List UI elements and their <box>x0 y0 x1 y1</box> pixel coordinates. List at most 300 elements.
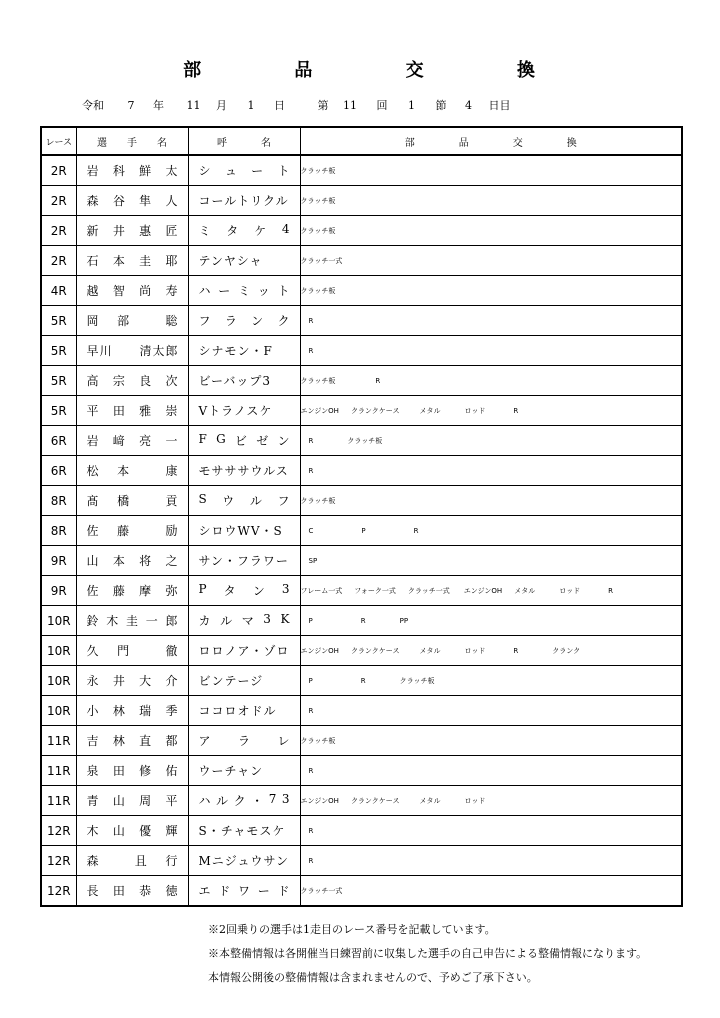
call-name-part: ン <box>277 434 291 448</box>
part-item: ロッド <box>559 586 581 595</box>
part-item: ロッド <box>464 796 486 805</box>
call-name-part: P <box>198 582 208 596</box>
racer-name-part: 久 <box>86 644 100 658</box>
call-name-part: フ <box>198 314 212 328</box>
call-name-part: Mニジュウサン <box>198 854 289 868</box>
racer-name <box>76 876 188 907</box>
racer-name-part: 聡 <box>165 314 179 328</box>
parts-list <box>300 726 682 756</box>
call-name-part: ビンテージ <box>198 674 264 688</box>
part-item: P <box>308 616 313 625</box>
race-number: 2R <box>41 246 76 276</box>
racer-name-part: 長 <box>86 884 100 898</box>
call-name-part: ト <box>277 164 291 178</box>
parts-list <box>300 336 682 366</box>
racer-name-part: 科 <box>112 164 126 178</box>
part-item: R <box>308 766 314 775</box>
call-name <box>188 486 300 516</box>
table-row <box>41 816 682 846</box>
part-item: R <box>308 466 314 475</box>
call-name-part: ン <box>252 584 266 598</box>
call-name-part: ミ <box>237 284 251 298</box>
racer-name-part: 石 <box>86 254 100 268</box>
racer-name-part: 小 <box>86 704 100 718</box>
parts-list <box>300 456 682 486</box>
part-item: クラッチ板 <box>300 226 336 235</box>
call-name-part: ア <box>198 734 212 748</box>
racer-name-part: 髙 <box>86 494 100 508</box>
part-item: R <box>308 706 314 715</box>
call-name-part: ラ <box>237 734 251 748</box>
racer-name-part: 貢 <box>165 494 179 508</box>
racer-name <box>76 726 188 756</box>
title-char: 品 <box>294 60 315 81</box>
racer-name-part: 山 <box>112 794 126 808</box>
header-char: 換 <box>566 137 577 149</box>
racer-name-part: 徳 <box>165 884 179 898</box>
racer-name <box>76 786 188 816</box>
racer-name-part: 人 <box>165 194 179 208</box>
parts-list <box>300 756 682 786</box>
racer-name <box>76 666 188 696</box>
header-race: レース <box>41 127 76 155</box>
call-name <box>188 726 300 756</box>
racer-name-part: 橋 <box>117 494 131 508</box>
date-part: 1 <box>408 99 415 112</box>
race-number: 9R <box>41 546 76 576</box>
table-row <box>41 546 682 576</box>
header-racer-label <box>77 134 188 149</box>
call-name-part: フ <box>277 494 291 508</box>
racer-name-part: 都 <box>165 734 179 748</box>
page-title <box>0 56 720 82</box>
header-char: 交 <box>512 137 523 149</box>
racer-name-part: 林 <box>112 734 126 748</box>
racer-name <box>76 186 188 216</box>
part-item: クラッチ一式 <box>300 886 343 895</box>
call-name-part: シロウWV・S <box>198 524 283 538</box>
racer-name-part: 圭 <box>139 254 153 268</box>
table-row <box>41 246 682 276</box>
date-part: 7 <box>127 99 135 112</box>
call-name <box>188 636 300 666</box>
part-item: クランクケース <box>350 406 400 415</box>
call-name <box>188 366 300 396</box>
part-item: エンジンOH <box>300 646 339 655</box>
date-part: 月 <box>216 99 227 112</box>
racer-name-part: 岡 <box>86 314 100 328</box>
part-item: R <box>308 316 314 325</box>
table-row <box>41 876 682 907</box>
call-name-part: 3 <box>263 612 272 626</box>
parts-list <box>300 636 682 666</box>
racer-name-part: 本 <box>112 554 126 568</box>
racer-name-part: 青 <box>86 794 100 808</box>
parts-list <box>300 546 682 576</box>
part-item: R <box>513 646 519 655</box>
parts-list <box>300 846 682 876</box>
call-name-part: タ <box>223 584 237 598</box>
racer-name-part: 隼 <box>139 194 153 208</box>
call-name-part: G <box>216 432 227 446</box>
call-name-part: ビ <box>234 434 248 448</box>
parts-list <box>300 606 682 636</box>
date-part: 1 <box>247 99 255 112</box>
call-name-part: K <box>280 612 291 626</box>
part-item: R <box>308 436 314 445</box>
racer-name <box>76 396 188 426</box>
call-name-part: サン・フラワー <box>198 554 289 568</box>
racer-name-part: 林 <box>112 704 126 718</box>
call-name-part: カ <box>198 614 212 628</box>
part-item: R <box>360 676 366 685</box>
header-row <box>41 127 682 155</box>
racer-name <box>76 216 188 246</box>
racer-name-part: 行 <box>165 854 179 868</box>
race-number: 10R <box>41 696 76 726</box>
race-number: 12R <box>41 846 76 876</box>
table-row <box>41 306 682 336</box>
race-number: 2R <box>41 216 76 246</box>
racer-name-part: 崇 <box>165 404 179 418</box>
header-parts-label <box>301 134 682 149</box>
call-name <box>188 756 300 786</box>
part-item: ロッド <box>464 646 486 655</box>
racer-name-part: 宗 <box>112 374 126 388</box>
date-part: 令和 <box>82 99 104 112</box>
part-item: C <box>308 526 314 535</box>
table-row <box>41 756 682 786</box>
racer-name-part: 励 <box>165 524 179 538</box>
title-char: 部 <box>183 60 204 81</box>
call-name-part: ュ <box>224 164 238 178</box>
race-number: 11R <box>41 726 76 756</box>
racer-name-part: 亮 <box>139 434 153 448</box>
race-number: 10R <box>41 606 76 636</box>
call-name-part: Vトラノスケ <box>198 404 273 418</box>
parts-list <box>300 366 682 396</box>
header-call <box>188 127 300 155</box>
call-name-part: ド <box>218 884 232 898</box>
racer-name-part: 本 <box>112 254 126 268</box>
parts-list <box>300 516 682 546</box>
table-row <box>41 396 682 426</box>
racer-name <box>76 576 188 606</box>
racer-name-part: 田 <box>112 404 126 418</box>
footnotes <box>208 918 647 990</box>
part-item: R <box>413 526 419 535</box>
table-row <box>41 696 682 726</box>
footnote: ※本整備情報は各開催当日練習前に収集した選手の自己申告による整備情報になります。 <box>208 947 648 960</box>
racer-name-part: 井 <box>112 224 126 238</box>
part-item: エンジンOH <box>463 586 503 595</box>
call-name <box>188 606 300 636</box>
racer-name-part: 木 <box>106 614 120 628</box>
racer-name-part: 且 <box>134 854 148 868</box>
call-name-part: エ <box>198 884 212 898</box>
racer-name-part: 﨑 <box>112 434 126 448</box>
racer-name-part: 森 <box>86 854 100 868</box>
header-racer <box>76 127 188 155</box>
call-name <box>188 336 300 366</box>
racer-name-part: 部 <box>117 314 131 328</box>
racer-name-part: 泉 <box>86 764 100 778</box>
call-name <box>188 546 300 576</box>
part-item: クラッチ板 <box>347 436 383 445</box>
call-name-part: ド <box>277 884 291 898</box>
call-name-part: ココロオドル <box>198 704 277 718</box>
date-part: 年 <box>153 99 164 112</box>
call-name-part: S <box>198 492 208 506</box>
racer-name <box>76 426 188 456</box>
call-name-part: シナモン・F <box>198 344 273 358</box>
table-row <box>41 666 682 696</box>
call-name-part: ウ <box>222 494 236 508</box>
table-row <box>41 846 682 876</box>
racer-name-part: 之 <box>165 554 179 568</box>
call-name <box>188 246 300 276</box>
call-name-part: ハ <box>198 794 212 808</box>
table-row <box>41 276 682 306</box>
call-name-part: 3 <box>281 792 291 806</box>
footnote: 本情報公開後の整備情報は含まれませんので、予めご了承下さい。 <box>208 971 538 984</box>
racer-name <box>76 756 188 786</box>
racer-name-part: 佑 <box>165 764 179 778</box>
racer-name-part: 早川 <box>86 344 113 358</box>
racer-name-part: 瑞 <box>139 704 153 718</box>
racer-name <box>76 816 188 846</box>
race-number: 10R <box>41 636 76 666</box>
racer-name <box>76 366 188 396</box>
part-item: メタル <box>419 646 441 655</box>
call-name-part: ル <box>216 794 230 808</box>
part-item: R <box>375 376 381 385</box>
header-parts <box>300 127 682 155</box>
racer-name-part: 雅 <box>139 404 153 418</box>
part-item: クラッチ一式 <box>300 256 343 265</box>
call-name-part: F <box>198 432 208 446</box>
parts-list <box>300 155 682 186</box>
part-item: エンジンOH <box>300 406 339 415</box>
race-number: 4R <box>41 276 76 306</box>
racer-name-part: 季 <box>165 704 179 718</box>
racer-name-part: 惠 <box>139 224 153 238</box>
table-row <box>41 366 682 396</box>
race-number: 12R <box>41 816 76 846</box>
call-name-part: ウーチャン <box>198 764 264 778</box>
part-item: クラッチ板 <box>300 496 336 505</box>
call-name <box>188 846 300 876</box>
racer-name-part: 田 <box>112 764 126 778</box>
call-name <box>188 426 300 456</box>
table-row <box>41 486 682 516</box>
date-part: 11 <box>186 99 201 112</box>
racer-name-part: 康 <box>165 464 179 478</box>
call-name-part: マ <box>241 614 255 628</box>
part-item: クラッチ板 <box>399 676 435 685</box>
call-name <box>188 696 300 726</box>
table-row <box>41 426 682 456</box>
race-number: 2R <box>41 155 76 186</box>
call-name-part: ク <box>277 314 291 328</box>
racer-name-part: 徹 <box>165 644 179 658</box>
parts-exchange-table <box>40 126 683 907</box>
parts-list <box>300 486 682 516</box>
racer-name-part: 山 <box>86 554 100 568</box>
call-name-part: ・ <box>251 794 265 808</box>
race-number: 9R <box>41 576 76 606</box>
parts-list <box>300 666 682 696</box>
header-char: 呼 <box>217 137 227 149</box>
parts-list <box>300 876 682 907</box>
table-row <box>41 636 682 666</box>
parts-list <box>300 306 682 336</box>
race-number: 11R <box>41 756 76 786</box>
race-number: 8R <box>41 516 76 546</box>
race-number: 12R <box>41 876 76 907</box>
racer-name-part: 尚 <box>139 284 153 298</box>
call-name <box>188 306 300 336</box>
racer-name-part: 藤 <box>117 524 131 538</box>
racer-name-part: 寿 <box>165 284 179 298</box>
call-name-part: ト <box>277 284 291 298</box>
racer-name-part: 智 <box>112 284 126 298</box>
race-number: 2R <box>41 186 76 216</box>
race-number: 6R <box>41 456 76 486</box>
header-char: 名 <box>261 137 271 149</box>
racer-name-part: 佐 <box>86 524 100 538</box>
racer-name-part: 匠 <box>165 224 179 238</box>
table-row <box>41 216 682 246</box>
racer-name-part: 本 <box>117 464 131 478</box>
racer-name <box>76 306 188 336</box>
racer-name-part: 圭 <box>125 614 139 628</box>
racer-name-part: 良 <box>139 374 153 388</box>
part-item: R <box>308 856 314 865</box>
call-name-part: ク <box>233 794 247 808</box>
part-item: エンジンOH <box>300 796 339 805</box>
parts-list <box>300 786 682 816</box>
part-item: クラッチ板 <box>300 166 336 175</box>
racer-name <box>76 336 188 366</box>
call-name-part: S・チャモスケ <box>198 824 286 838</box>
racer-name-part: 高 <box>86 374 100 388</box>
call-name <box>188 816 300 846</box>
call-name-part: ゼ <box>256 434 270 448</box>
racer-name-part: 鈴 <box>86 614 100 628</box>
racer-name-part: 耶 <box>165 254 179 268</box>
racer-name-part: 修 <box>139 764 153 778</box>
racer-name-part: 介 <box>165 674 179 688</box>
racer-name-part: 一 <box>165 434 179 448</box>
date-part: 節 <box>435 99 447 112</box>
racer-name <box>76 246 188 276</box>
part-item: ロッド <box>464 406 486 415</box>
part-item: P <box>361 526 366 535</box>
call-name-part: ン <box>251 314 265 328</box>
race-number: 5R <box>41 396 76 426</box>
part-item: メタル <box>514 586 536 595</box>
parts-list <box>300 246 682 276</box>
call-name <box>188 576 300 606</box>
racer-name-part: 周 <box>139 794 153 808</box>
racer-name <box>76 606 188 636</box>
race-number: 8R <box>41 486 76 516</box>
part-item: クラッチ板 <box>300 286 336 295</box>
call-name-part: ビーバップ3 <box>198 374 272 388</box>
call-name <box>188 516 300 546</box>
part-item: R <box>608 586 613 595</box>
racer-name-part: 田 <box>112 884 126 898</box>
racer-name-part: 弥 <box>165 584 179 598</box>
call-name-part: ラ <box>224 314 238 328</box>
racer-name-part: 郎 <box>165 614 179 628</box>
racer-name-part: 大 <box>139 674 153 688</box>
call-name-part: ッ <box>257 284 271 298</box>
call-name-part: コールトリクル <box>198 194 289 208</box>
racer-name-part: 平 <box>165 794 179 808</box>
part-item: クランクケース <box>350 646 400 655</box>
parts-list <box>300 696 682 726</box>
racer-name-part: 鮮 <box>139 164 153 178</box>
racer-name <box>76 486 188 516</box>
table-row <box>41 606 682 636</box>
date-part: 日 <box>274 99 285 112</box>
racer-name-part: 井 <box>112 674 126 688</box>
racer-name <box>76 846 188 876</box>
racer-name-part: 太 <box>165 164 179 178</box>
table-row <box>41 726 682 756</box>
racer-name-part: 清太郎 <box>139 344 179 358</box>
racer-name-part: 直 <box>139 734 153 748</box>
part-item: クランクケース <box>350 796 400 805</box>
call-name-part: 7 <box>268 792 278 806</box>
racer-name <box>76 636 188 666</box>
date-part: 4 <box>465 99 472 112</box>
part-item: フォーク一式 <box>354 586 396 595</box>
racer-name-part: 摩 <box>139 584 153 598</box>
race-number: 5R <box>41 366 76 396</box>
call-name-part: モサササウルス <box>198 464 289 478</box>
parts-list <box>300 396 682 426</box>
call-name-part: シ <box>198 164 212 178</box>
call-name-part: ル <box>220 614 234 628</box>
header-char: 品 <box>458 137 469 149</box>
racer-name-part: 木 <box>86 824 100 838</box>
call-name <box>188 666 300 696</box>
title-char: 換 <box>516 60 537 81</box>
racer-name <box>76 276 188 306</box>
call-name-part: タ <box>226 224 240 238</box>
parts-list <box>300 186 682 216</box>
part-item: フレーム一式 <box>300 586 343 595</box>
part-item: クラッチ一式 <box>407 586 450 595</box>
racer-name <box>76 456 188 486</box>
call-name <box>188 786 300 816</box>
parts-list <box>300 426 682 456</box>
call-name <box>188 216 300 246</box>
header-call-label <box>189 134 300 149</box>
call-name <box>188 186 300 216</box>
part-item: R <box>308 346 314 355</box>
parts-list <box>300 576 682 606</box>
racer-name-part: 平 <box>86 404 100 418</box>
part-item: メタル <box>419 796 441 805</box>
call-name-part: 4 <box>281 222 291 236</box>
racer-name-part: 越 <box>86 284 100 298</box>
table-row <box>41 186 682 216</box>
table-row <box>41 456 682 486</box>
